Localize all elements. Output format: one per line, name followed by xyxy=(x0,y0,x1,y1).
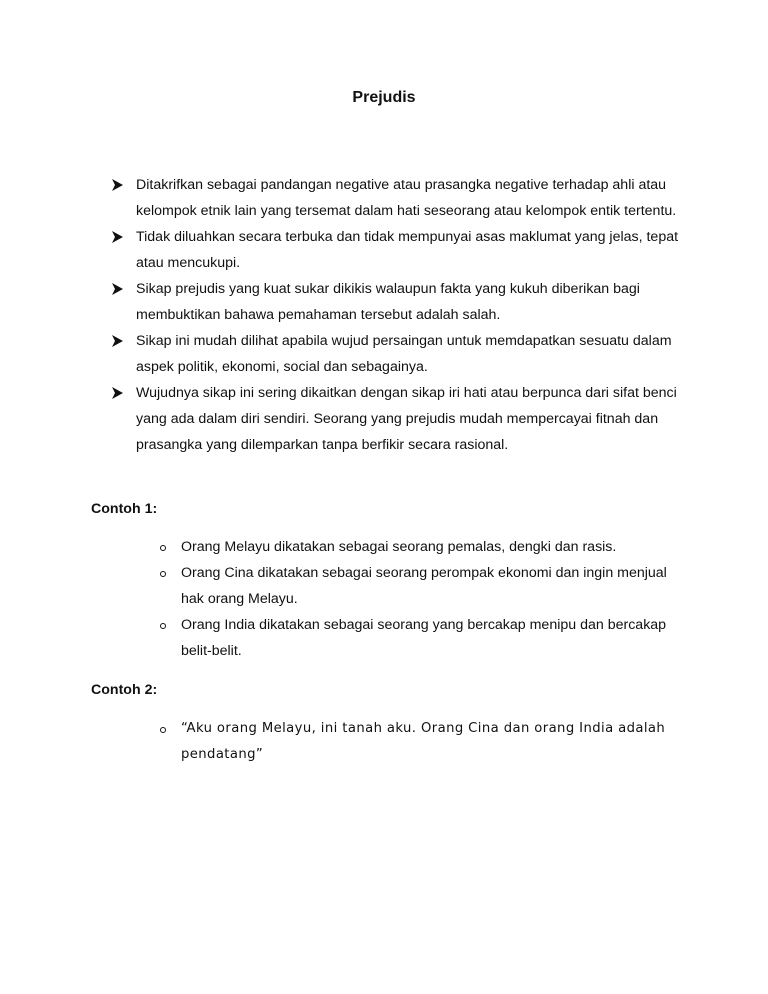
bullet-text: Ditakrifkan sebagai pandangan negative atau prasangka negative terhadap ahli atau kelompok etnik lain yang tersemat dalam hati seseorang atau kelompok entik tertentu. xyxy=(136,177,677,219)
list-item xyxy=(112,172,692,224)
arrow-bullet-icon xyxy=(112,387,123,399)
list-item xyxy=(159,560,679,612)
list-item xyxy=(112,328,692,380)
contoh-2-heading: Contoh 2: xyxy=(91,682,158,698)
contoh-1-heading: Contoh 1: xyxy=(91,501,158,517)
quote-text: “Aku orang Melayu, ini tanah aku. Orang Cina dan orang India adalah pendatang” xyxy=(181,721,666,762)
contoh-2-list xyxy=(159,716,679,768)
list-item xyxy=(159,716,679,768)
bullet-text: Tidak diluahkan secara terbuka dan tidak mempunyai asas maklumat yang jelas, tepat atau mencukupi. xyxy=(136,229,679,271)
example-text: Orang Cina dikatakan sebagai seorang perompak ekonomi dan ingin menjual hak orang Melayu. xyxy=(181,565,667,607)
list-item xyxy=(112,380,692,458)
circle-bullet-icon xyxy=(160,545,166,551)
bullet-text: Sikap ini mudah dilihat apabila wujud persaingan untuk memdapatkan sesuatu dalam aspek politik, ekonomi, social dan sebagainya. xyxy=(136,333,672,375)
list-item xyxy=(159,612,679,664)
contoh-1-list xyxy=(159,534,679,664)
arrow-bullet-icon xyxy=(112,283,123,295)
list-item xyxy=(112,276,692,328)
example-text: Orang Melayu dikatakan sebagai seorang pemalas, dengki dan rasis. xyxy=(181,539,617,555)
bullet-text: Wujudnya sikap ini sering dikaitkan dengan sikap iri hati atau berpunca dari sifat benci yang ada dalam diri sendiri. Seorang yang prejudis mudah mempercayai fitnah dan prasangka yang dilemparkan tanpa berfikir secara rasional. xyxy=(136,385,677,453)
arrow-bullet-icon xyxy=(112,231,123,243)
page-title: Prejudis xyxy=(352,89,416,106)
arrow-bullet-icon xyxy=(112,335,123,347)
arrow-bullet-icon xyxy=(112,179,123,191)
circle-bullet-icon xyxy=(160,623,166,629)
example-text: Orang India dikatakan sebagai seorang yang bercakap menipu dan bercakap belit-belit. xyxy=(181,617,667,659)
list-item xyxy=(112,224,692,276)
circle-bullet-icon xyxy=(160,571,166,577)
list-item xyxy=(159,534,679,560)
circle-bullet-icon xyxy=(160,727,166,733)
definition-bullet-list xyxy=(112,172,692,458)
bullet-text: Sikap prejudis yang kuat sukar dikikis walaupun fakta yang kukuh diberikan bagi membuktikan bahawa pemahaman tersebut adalah salah. xyxy=(136,281,640,323)
